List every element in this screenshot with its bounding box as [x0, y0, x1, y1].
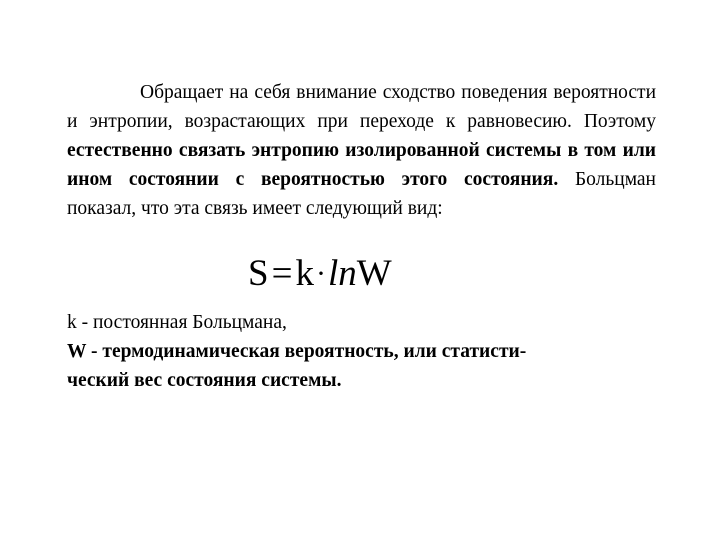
intro-text-tail: Больцман показал, что эта связь имеет следующий вид: [67, 169, 656, 219]
intro-paragraph [67, 78, 656, 223]
intro-line-1: Обращает на себя внимание сходство поведения [140, 82, 548, 103]
definition-w-line-2: ческий вес состояния системы. [67, 370, 342, 391]
formula-equals-sign: = [271, 253, 293, 294]
formula-constant-k: k [295, 253, 314, 294]
formula-multiply-dot: · [315, 257, 326, 290]
formula-probability-w: W [356, 253, 392, 294]
definition-k: k - постоянная Больцмана, [67, 312, 287, 333]
definition-w-line-1: W - термодинамическая вероятность, или статисти- [67, 341, 527, 362]
boltzmann-formula [248, 252, 392, 298]
intro-text-bold: естественно связать энтропию изолированной системы в том или ином состоянии с вероятностью этого состояния. [67, 140, 656, 190]
intro-text-normal: вероятности и энтропии, возрастающих при переходе к равновесию. Поэтому [67, 82, 657, 132]
definitions-paragraph [67, 308, 656, 395]
formula-entropy-symbol: S [248, 253, 269, 294]
formula-ln: ln [327, 253, 357, 294]
